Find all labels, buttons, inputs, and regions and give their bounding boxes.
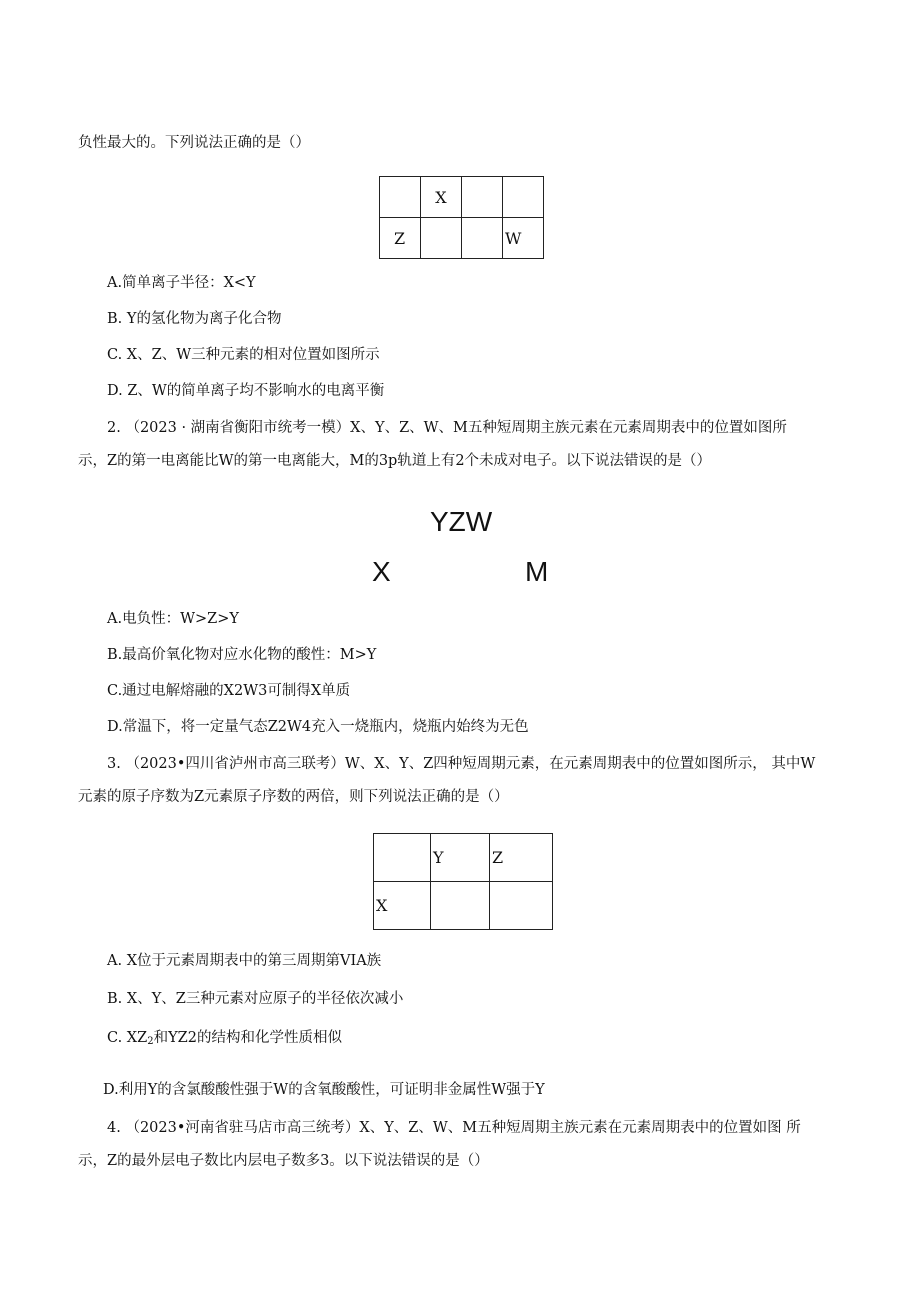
q1-option-c: C. X、Z、W三种元素的相对位置如图所示 [107,347,380,363]
q2-diagram-x: X [372,556,391,587]
q1-cell: X [421,177,462,218]
q3-cell [490,882,553,930]
q2-option-d: D.常温下，将一定量气态Z2W4充入一烧瓶内，烧瓶内始终为无色 [107,719,529,735]
q4-stem-line1: 4. （2023•河南省驻马店市高三统考）X、Y、Z、W、M五种短周期主族元素在元素周期表中的位置如图 所 [107,1120,801,1136]
q1-cell [462,177,503,218]
q2-diagram-m: M [525,556,549,587]
q3-option-c [107,1028,342,1052]
q2-stem-line2: 示，Z的第一电离能比W的第一电离能大，M的3p轨道上有2个未成对电子。以下说法错误的是（） [78,453,712,469]
q3-cell: X [374,882,431,930]
q3-cell: Z [490,834,553,882]
q4-stem-line2: 示，Z的最外层电子数比内层电子数多3。以下说法错误的是（） [78,1153,489,1169]
q1-stem-tail: 负性最大的。下列说法正确的是（） [78,135,310,151]
q3-stem-line2: 元素的原子序数为Z元素原子序数的两倍，则下列说法正确的是（） [78,789,509,805]
q2-option-a: A.电负性：W>Z>Y [107,611,239,627]
q1-cell [462,218,503,259]
q3-option-b: B. X、Y、Z三种元素对应原子的半径依次减小 [107,991,404,1007]
q2-stem-line1: 2. （2023 · 湖南省衡阳市统考一模）X、Y、Z、W、M五种短周期主族元素在元素周期表中的位置如图所 [107,420,787,436]
q1-option-d: D. Z、W的简单离子均不影响水的电离平衡 [107,383,385,399]
q1-periodic-table [379,176,544,259]
q2-diagram-row1: YZW [430,506,493,537]
q3-option-d: D.利用Y的含氯酸酸性强于W的含氧酸酸性，可证明非金属性W强于Y [103,1082,545,1098]
q1-cell [503,177,544,218]
q3-cell: Y [431,834,490,882]
q3-option-c-post: 和YZ2的结构和化学性质相似 [153,1030,342,1046]
q1-cell [421,218,462,259]
q3-option-c-pre: C. XZ [107,1030,148,1046]
q1-cell: W [503,218,544,259]
q1-cell [380,177,421,218]
q1-cell: Z [380,218,421,259]
q1-option-a: A.简单离子半径：X<Y [107,275,256,291]
q3-option-c-subscript: 2 [147,1036,154,1047]
q3-periodic-table [373,833,553,930]
q3-cell [374,834,431,882]
q2-option-c: C.通过电解熔融的X2W3可制得X单质 [107,683,351,699]
q1-option-b: B. Y的氢化物为离子化合物 [107,311,282,327]
q3-cell [431,882,490,930]
q2-option-b: B.最高价氧化物对应水化物的酸性：M>Y [107,647,377,663]
q3-option-a: A. X位于元素周期表中的第三周期第VIA族 [107,953,382,969]
q3-stem-line1: 3. （2023•四川省泸州市高三联考）W、X、Y、Z四种短周期元素，在元素周期表中的位置如图所示， 其中W [107,756,816,772]
